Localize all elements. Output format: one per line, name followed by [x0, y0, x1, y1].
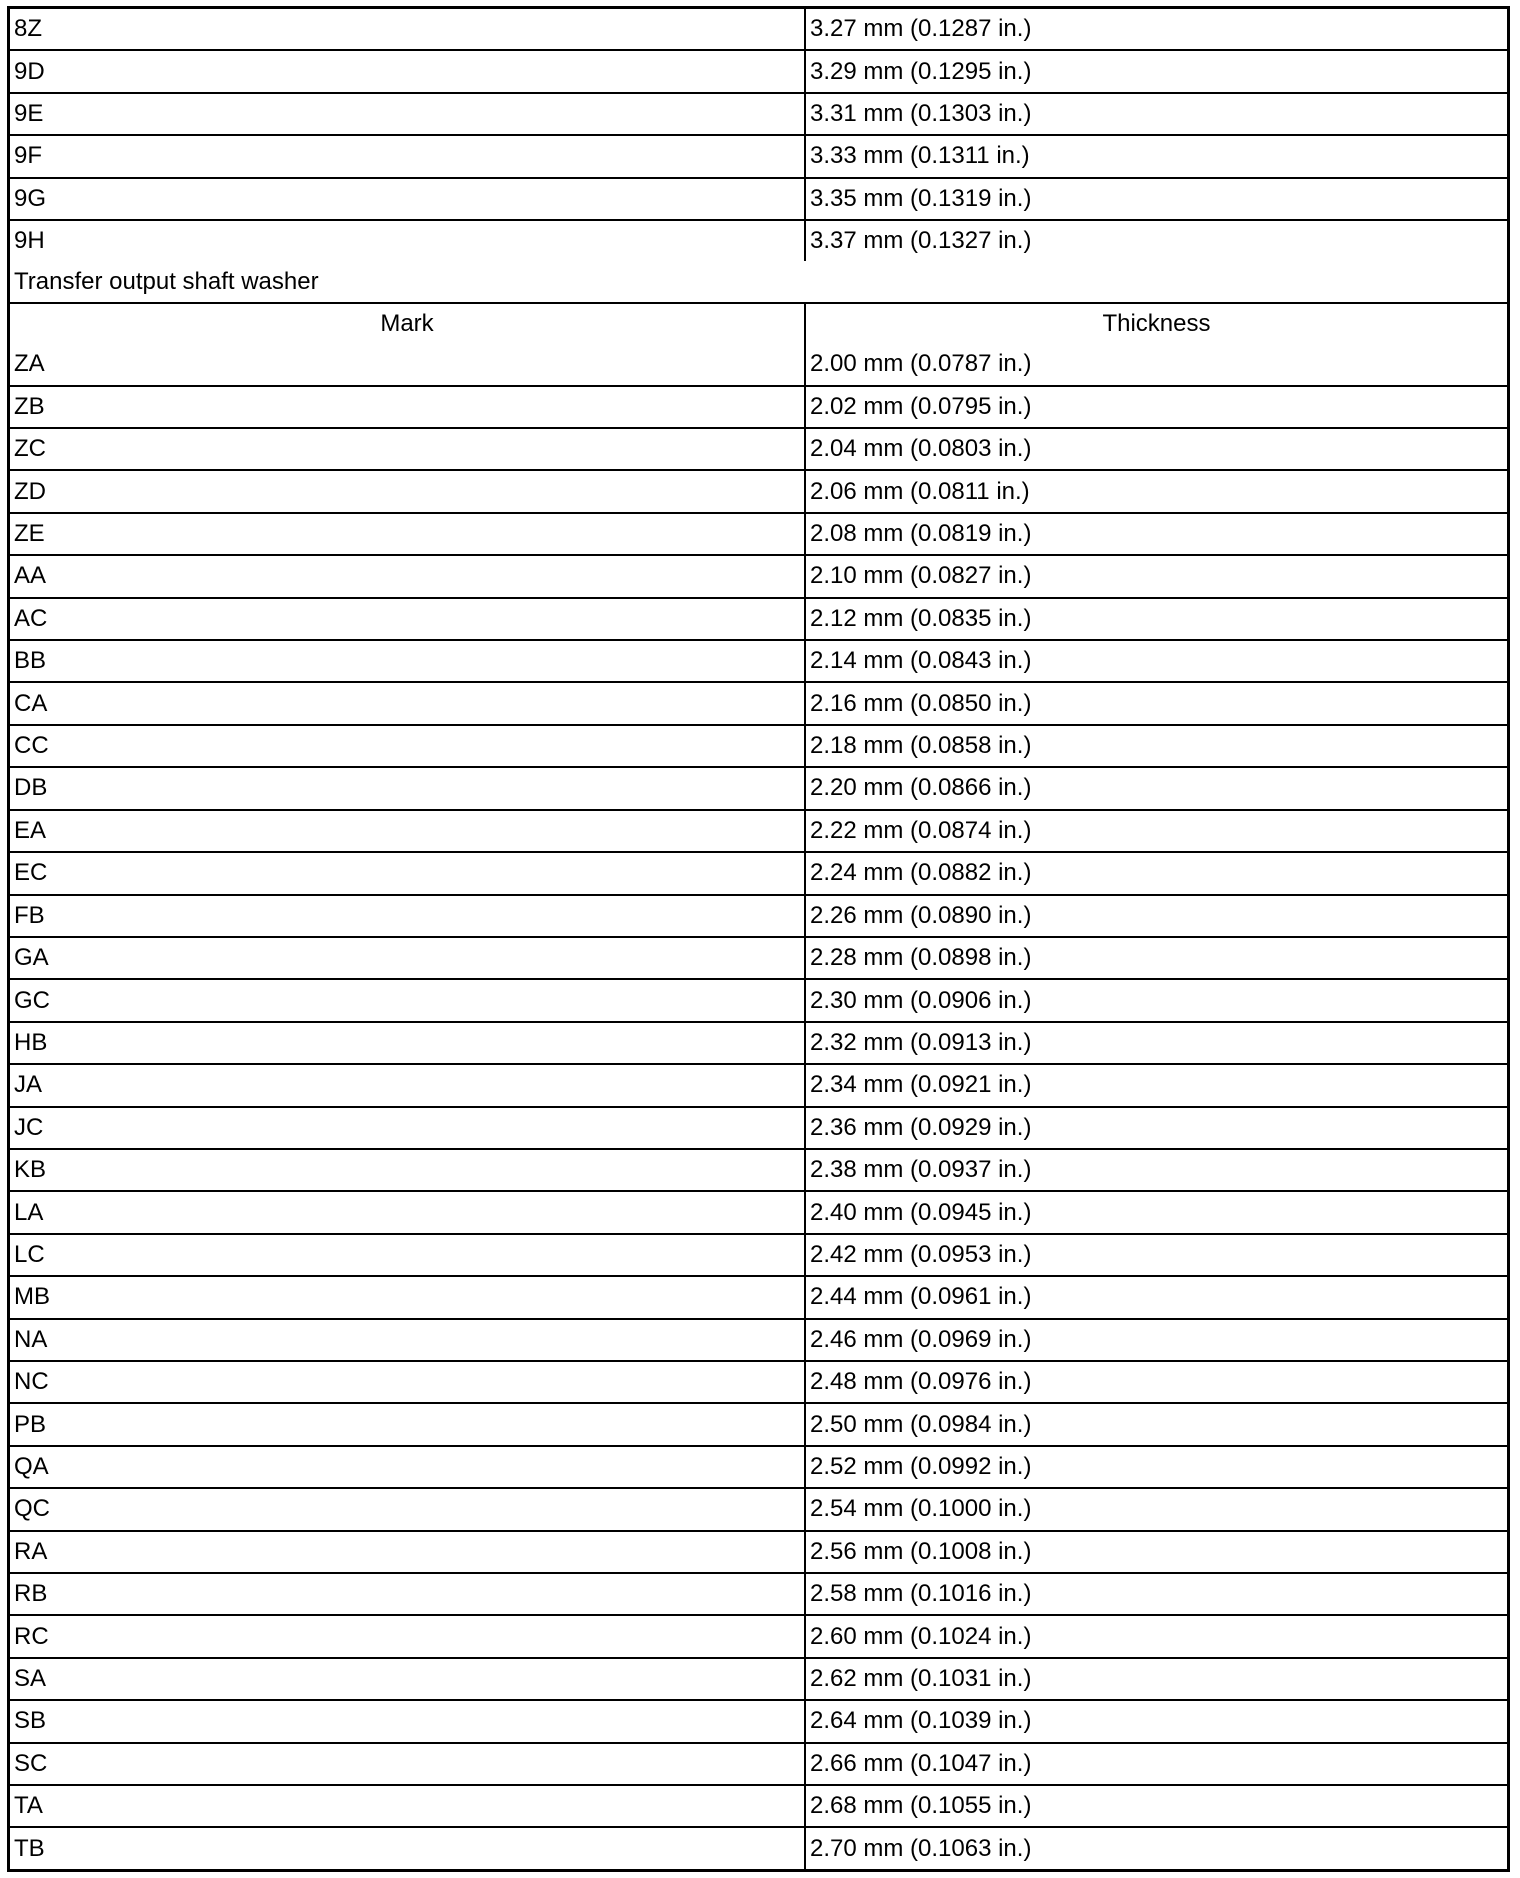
- mark-cell: SB: [10, 1700, 805, 1742]
- table-row: [10, 598, 1507, 640]
- thickness-cell: 3.37 mm (0.1327 in.): [805, 220, 1507, 261]
- table-row: [10, 1446, 1507, 1488]
- thickness-column-header: Thickness: [805, 303, 1507, 344]
- thickness-cell: 2.22 mm (0.0874 in.): [805, 810, 1507, 852]
- thickness-cell: 2.60 mm (0.1024 in.): [805, 1615, 1507, 1657]
- mark-cell: GA: [10, 937, 805, 979]
- mark-cell: AA: [10, 555, 805, 597]
- mark-column-header: Mark: [10, 303, 805, 344]
- mark-cell: TA: [10, 1785, 805, 1827]
- thickness-cell: 2.00 mm (0.0787 in.): [805, 344, 1507, 385]
- mark-cell: CA: [10, 682, 805, 724]
- mark-cell: LA: [10, 1191, 805, 1233]
- table-row: [10, 1234, 1507, 1276]
- mark-cell: JC: [10, 1107, 805, 1149]
- mark-cell: EA: [10, 810, 805, 852]
- thickness-cell: 3.33 mm (0.1311 in.): [805, 135, 1507, 177]
- table-row: [10, 386, 1507, 428]
- table-row: [10, 767, 1507, 809]
- thickness-cell: 2.10 mm (0.0827 in.): [805, 555, 1507, 597]
- table-row: [10, 979, 1507, 1021]
- washer-thickness-table-container: [7, 6, 1510, 1872]
- table-row: [10, 725, 1507, 767]
- table-row: [10, 1785, 1507, 1827]
- thickness-cell: 2.50 mm (0.0984 in.): [805, 1403, 1507, 1445]
- thickness-cell: 2.66 mm (0.1047 in.): [805, 1743, 1507, 1785]
- table-row: [10, 852, 1507, 894]
- mark-cell: SA: [10, 1658, 805, 1700]
- mark-cell: 9G: [10, 178, 805, 220]
- table-row: [10, 1531, 1507, 1573]
- section-title: Transfer output shaft washer: [10, 261, 1507, 302]
- thickness-cell: 2.04 mm (0.0803 in.): [805, 428, 1507, 470]
- table-row: [10, 1658, 1507, 1700]
- mark-cell: RA: [10, 1531, 805, 1573]
- table-row: [10, 1488, 1507, 1530]
- mark-cell: 9D: [10, 50, 805, 92]
- thickness-cell: 2.26 mm (0.0890 in.): [805, 895, 1507, 937]
- thickness-cell: 2.40 mm (0.0945 in.): [805, 1191, 1507, 1233]
- mark-cell: SC: [10, 1743, 805, 1785]
- mark-cell: RB: [10, 1573, 805, 1615]
- thickness-cell: 2.52 mm (0.0992 in.): [805, 1446, 1507, 1488]
- thickness-cell: 3.35 mm (0.1319 in.): [805, 178, 1507, 220]
- table-row: [10, 1107, 1507, 1149]
- mark-cell: ZD: [10, 470, 805, 512]
- mark-cell: CC: [10, 725, 805, 767]
- thickness-cell: 2.06 mm (0.0811 in.): [805, 470, 1507, 512]
- thickness-cell: 2.64 mm (0.1039 in.): [805, 1700, 1507, 1742]
- thickness-cell: 2.48 mm (0.0976 in.): [805, 1361, 1507, 1403]
- mark-cell: 9H: [10, 220, 805, 261]
- mark-cell: QC: [10, 1488, 805, 1530]
- thickness-cell: 2.30 mm (0.0906 in.): [805, 979, 1507, 1021]
- mark-cell: LC: [10, 1234, 805, 1276]
- mark-cell: 8Z: [10, 9, 805, 50]
- thickness-cell: 2.14 mm (0.0843 in.): [805, 640, 1507, 682]
- table-row: [10, 1615, 1507, 1657]
- mark-cell: PB: [10, 1403, 805, 1445]
- mark-cell: TB: [10, 1827, 805, 1869]
- thickness-cell: 3.27 mm (0.1287 in.): [805, 9, 1507, 50]
- table-row: [10, 1022, 1507, 1064]
- table-row: [10, 50, 1507, 92]
- thickness-cell: 2.34 mm (0.0921 in.): [805, 1064, 1507, 1106]
- mark-cell: DB: [10, 767, 805, 809]
- table-row: [10, 428, 1507, 470]
- table-row: [10, 1149, 1507, 1191]
- thickness-cell: 2.28 mm (0.0898 in.): [805, 937, 1507, 979]
- table-row: [10, 1361, 1507, 1403]
- thickness-cell: 2.56 mm (0.1008 in.): [805, 1531, 1507, 1573]
- mark-cell: ZA: [10, 344, 805, 385]
- table-row: [10, 513, 1507, 555]
- table-row: [10, 810, 1507, 852]
- thickness-cell: 2.58 mm (0.1016 in.): [805, 1573, 1507, 1615]
- thickness-cell: 2.02 mm (0.0795 in.): [805, 386, 1507, 428]
- mark-cell: AC: [10, 598, 805, 640]
- mark-cell: 9E: [10, 93, 805, 135]
- mark-cell: QA: [10, 1446, 805, 1488]
- mark-cell: NC: [10, 1361, 805, 1403]
- top-rows-group: [10, 9, 1507, 261]
- table-row: [10, 895, 1507, 937]
- thickness-cell: 2.68 mm (0.1055 in.): [805, 1785, 1507, 1827]
- section-group: [10, 261, 1507, 344]
- table-row: [10, 1319, 1507, 1361]
- thickness-cell: 2.70 mm (0.1063 in.): [805, 1827, 1507, 1869]
- column-header-row: [10, 303, 1507, 344]
- thickness-cell: 3.31 mm (0.1303 in.): [805, 93, 1507, 135]
- table-row: [10, 1064, 1507, 1106]
- thickness-cell: 2.32 mm (0.0913 in.): [805, 1022, 1507, 1064]
- mark-cell: RC: [10, 1615, 805, 1657]
- washer-rows-group: [10, 344, 1507, 1869]
- mark-cell: ZC: [10, 428, 805, 470]
- thickness-cell: 2.44 mm (0.0961 in.): [805, 1276, 1507, 1318]
- table-row: [10, 135, 1507, 177]
- mark-cell: GC: [10, 979, 805, 1021]
- mark-cell: 9F: [10, 135, 805, 177]
- thickness-cell: 2.20 mm (0.0866 in.): [805, 767, 1507, 809]
- mark-cell: KB: [10, 1149, 805, 1191]
- thickness-cell: 2.54 mm (0.1000 in.): [805, 1488, 1507, 1530]
- mark-cell: FB: [10, 895, 805, 937]
- table-row: [10, 1700, 1507, 1742]
- mark-cell: MB: [10, 1276, 805, 1318]
- mark-cell: ZE: [10, 513, 805, 555]
- thickness-cell: 2.12 mm (0.0835 in.): [805, 598, 1507, 640]
- mark-cell: HB: [10, 1022, 805, 1064]
- mark-cell: NA: [10, 1319, 805, 1361]
- mark-cell: ZB: [10, 386, 805, 428]
- section-title-row: [10, 261, 1507, 302]
- table-row: [10, 1573, 1507, 1615]
- table-row: [10, 178, 1507, 220]
- table-row: [10, 344, 1507, 385]
- thickness-cell: 2.24 mm (0.0882 in.): [805, 852, 1507, 894]
- table-row: [10, 470, 1507, 512]
- thickness-cell: 2.46 mm (0.0969 in.): [805, 1319, 1507, 1361]
- table-row: [10, 937, 1507, 979]
- thickness-cell: 2.08 mm (0.0819 in.): [805, 513, 1507, 555]
- table-row: [10, 220, 1507, 261]
- thickness-cell: 2.42 mm (0.0953 in.): [805, 1234, 1507, 1276]
- table-row: [10, 640, 1507, 682]
- thickness-cell: 2.62 mm (0.1031 in.): [805, 1658, 1507, 1700]
- thickness-cell: 2.18 mm (0.0858 in.): [805, 725, 1507, 767]
- table-row: [10, 1191, 1507, 1233]
- thickness-cell: 2.36 mm (0.0929 in.): [805, 1107, 1507, 1149]
- table-row: [10, 93, 1507, 135]
- table-row: [10, 1827, 1507, 1869]
- table-row: [10, 555, 1507, 597]
- table-row: [10, 1276, 1507, 1318]
- table-row: [10, 682, 1507, 724]
- washer-thickness-table: [10, 9, 1507, 1869]
- thickness-cell: 2.38 mm (0.0937 in.): [805, 1149, 1507, 1191]
- table-row: [10, 1743, 1507, 1785]
- mark-cell: EC: [10, 852, 805, 894]
- table-row: [10, 9, 1507, 50]
- thickness-cell: 3.29 mm (0.1295 in.): [805, 50, 1507, 92]
- mark-cell: BB: [10, 640, 805, 682]
- mark-cell: JA: [10, 1064, 805, 1106]
- thickness-cell: 2.16 mm (0.0850 in.): [805, 682, 1507, 724]
- table-row: [10, 1403, 1507, 1445]
